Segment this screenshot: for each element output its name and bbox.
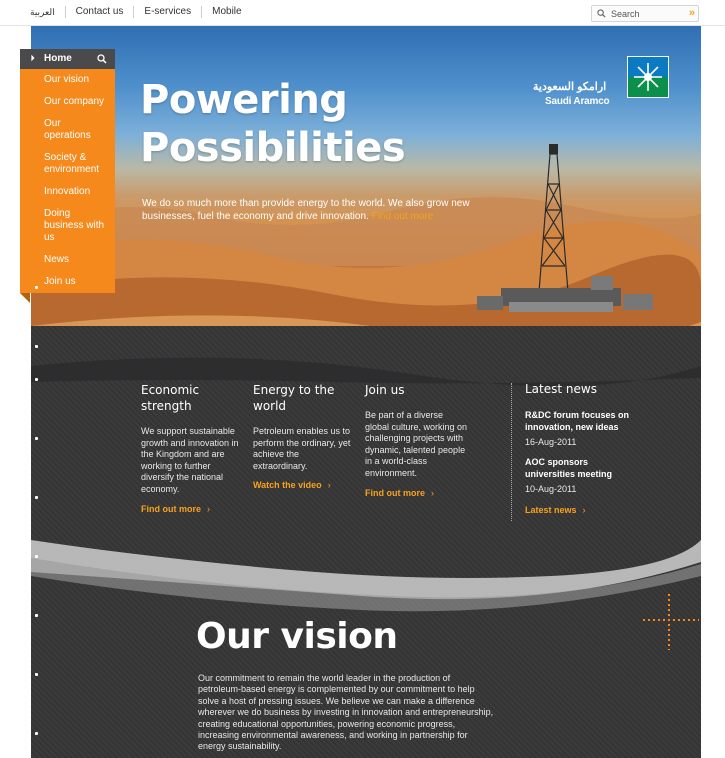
column-body: Petroleum enables us to perform the ordinary, yet achieve the extraordinary. — [253, 426, 351, 471]
column-body: We support sustainable growth and innovation in the Kingdom and are working to further diversify the national economy. — [141, 426, 239, 494]
latest-news-panel — [525, 382, 635, 515]
search-box — [591, 5, 699, 22]
latest-news-link[interactable] — [525, 505, 635, 515]
nav-item-our-operations[interactable]: Our operations — [44, 118, 91, 141]
hero-find-out-more-link[interactable]: Find out more — [371, 211, 434, 222]
news-headline[interactable]: AOC sponsors universities meeting — [525, 457, 613, 479]
logo-star-icon — [627, 56, 669, 98]
nav-item-our-company[interactable]: Our company — [44, 96, 105, 107]
rail-dot — [35, 673, 38, 676]
nav-fold-corner — [20, 293, 30, 303]
top-utility-bar — [0, 0, 725, 26]
cta-label: Latest news — [525, 505, 577, 516]
mobile-link[interactable]: Mobile — [201, 6, 251, 18]
rail-dot — [35, 345, 38, 348]
column-cta-link[interactable] — [253, 480, 351, 490]
rail-dot — [35, 378, 38, 381]
cta-label: Find out more — [365, 487, 425, 498]
logo-english-name: Saudi Aramco — [545, 96, 610, 107]
double-chevron-icon[interactable]: » — [688, 7, 693, 19]
hero-text — [142, 197, 492, 223]
news-title: Latest news — [525, 382, 597, 396]
nav-item-innovation[interactable]: Innovation — [44, 186, 91, 197]
top-links — [26, 6, 252, 18]
contact-us-link[interactable]: Contact us — [65, 6, 134, 18]
column-body: Be part of a diverse global culture, working on challenging projects with dynamic, talented people in a world-class environment. — [365, 410, 468, 478]
news-headline[interactable]: R&DC forum focuses on innovation, new ideas — [525, 410, 630, 432]
left-dot-rail — [35, 286, 39, 758]
rail-dot — [35, 555, 38, 558]
rail-dot — [35, 614, 38, 617]
rail-dot — [35, 496, 38, 499]
nav-item-news[interactable]: News — [44, 254, 70, 265]
arabic-link[interactable]: العربية — [30, 7, 55, 17]
e-services-link[interactable]: E-services — [133, 6, 201, 18]
cta-label: Find out more — [141, 503, 201, 514]
hero-banner — [31, 26, 701, 366]
rail-dot — [35, 732, 38, 735]
column-cta-link[interactable] — [141, 504, 241, 514]
column-join-us — [365, 382, 469, 498]
column-title: Join us — [365, 383, 405, 397]
hero-title — [140, 76, 405, 172]
main-navigation — [20, 49, 115, 293]
vision-text: Our commitment to remain the world leader in the production of petroleum-based energy is complemented by our commitment to help solve a host of pressing issues. We believe we can make a difference wherever we do business by investing in innovation and entrepreneurship, creating educational opportunities, powering economic progress, increasing environmental awareness, and working in partnership for energy sustainability. — [198, 673, 494, 752]
saudi-aramco-logo[interactable] — [529, 56, 671, 112]
cta-label: Watch the video — [253, 480, 322, 491]
rail-dot — [35, 437, 38, 440]
column-title: Energy to the world — [253, 383, 335, 413]
news-date: 10-Aug-2011 — [525, 484, 577, 495]
column-energy-to-the-world — [253, 382, 351, 490]
chevron-right-icon: › — [207, 503, 210, 514]
nav-arrow-icon — [31, 55, 34, 61]
nav-item-join-us[interactable]: Join us — [44, 276, 76, 287]
chevron-right-icon: › — [582, 505, 586, 516]
dotted-cross-icon — [643, 594, 699, 650]
hero-description: We do so much more than provide energy to the world. We also grow new businesses, fuel the economy and drive innovation. — [142, 198, 470, 222]
nav-home[interactable] — [20, 49, 115, 69]
rail-dot — [35, 286, 38, 289]
column-economic-strength — [141, 382, 241, 514]
nav-item-society-environment[interactable]: Society & environment — [44, 152, 100, 175]
search-icon — [597, 9, 606, 18]
column-title: Economic strength — [141, 383, 200, 413]
search-icon[interactable] — [97, 54, 107, 64]
vision-title: Our vision — [196, 616, 398, 657]
chevron-right-icon: › — [327, 480, 331, 491]
chevron-right-icon: › — [431, 487, 434, 498]
nav-item-our-vision[interactable]: Our vision — [44, 74, 90, 85]
news-item[interactable] — [525, 410, 635, 448]
nav-home-label: Home — [44, 53, 72, 64]
search-input[interactable] — [611, 7, 675, 20]
news-divider — [511, 383, 512, 521]
news-date: 16-Aug-2011 — [525, 437, 577, 448]
news-item[interactable] — [525, 457, 635, 495]
hero-title-line1: Powering — [140, 77, 348, 123]
nav-item-doing-business[interactable]: Doing business with us — [44, 208, 105, 243]
hero-title-line2: Possibilities — [140, 125, 406, 171]
column-cta-link[interactable] — [365, 488, 469, 498]
logo-arabic-name: ارامكو السعودية — [533, 81, 607, 93]
